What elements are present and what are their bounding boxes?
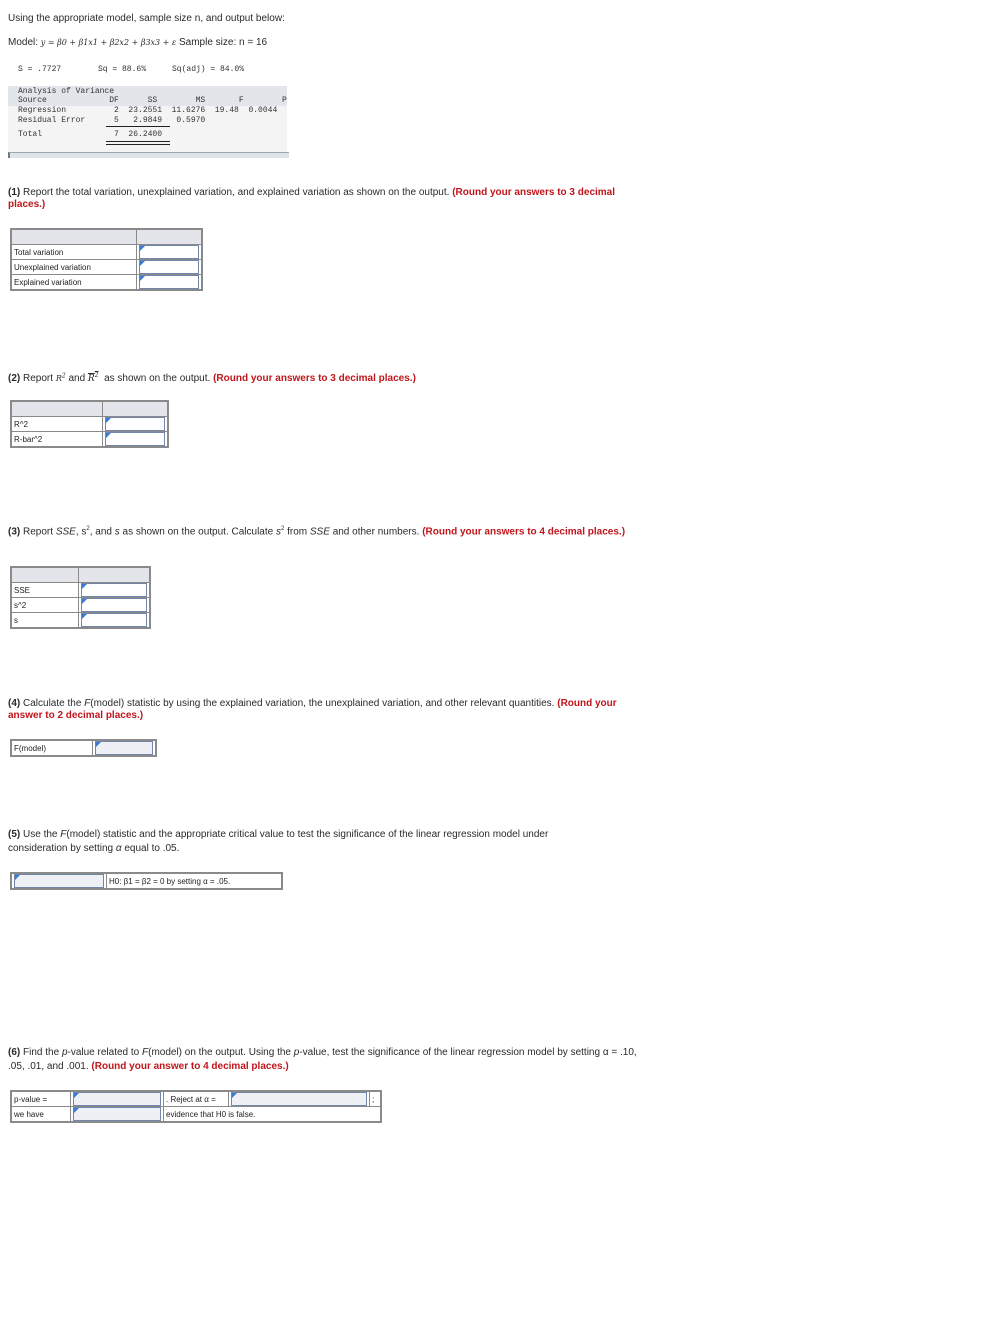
total-variation-input[interactable]	[139, 245, 199, 259]
s-squared-input[interactable]	[81, 598, 147, 612]
stat-rsq-adj: Sq(adj) = 84.0%	[172, 65, 245, 74]
row-label: R^2	[11, 417, 103, 432]
reject-alpha-select[interactable]	[231, 1092, 367, 1106]
sample-value: n = 16	[239, 37, 268, 48]
hypothesis-label: H0: β1 = β2 = 0 by setting α = .05.	[107, 873, 283, 889]
question-6: (6) Find the p-value related to F(model) on the output. Using the p-value, test the significance of the linear regression model by setting α = .10, .05, .01, and .001. (Round your answer to 4 decimal places.)	[8, 1047, 637, 1072]
sse-input[interactable]	[81, 583, 147, 597]
anova-regression-row: Regression 2 23.2551 11.6276 19.48 0.0044	[18, 106, 278, 115]
q6-table	[10, 1090, 382, 1123]
question-5: (5) Use the F(model) statistic and the appropriate critical value to test the significance of the linear regression model under consideration by setting α equal to .05.	[8, 829, 549, 854]
pvalue-label: p-value =	[11, 1091, 71, 1107]
table-row	[11, 740, 156, 756]
table-row	[11, 245, 202, 260]
table-row	[11, 1107, 381, 1123]
semicolon: ;	[370, 1091, 382, 1107]
q1-table	[10, 228, 203, 291]
row-label: Total variation	[11, 245, 137, 260]
question-4: (4) Calculate the F(model) statistic by using the explained variation, the unexplained variation, and other relevant quantities. (Round your answer to 2 decimal places.)	[8, 698, 617, 721]
question-2: (2) Report $R^2$ and $R^2$ as shown on the output. (Round your answers to 3 decimal places.)	[8, 372, 416, 384]
anova-total-row: Total 7 26.2400	[18, 130, 163, 139]
row-label: s	[11, 613, 79, 629]
table-row	[11, 583, 150, 598]
anova-residual-row: Residual Error 5 2.9849 0.5970	[18, 116, 206, 125]
anova-title: Analysis of Variance	[18, 87, 115, 96]
model-line	[8, 37, 267, 48]
table-row	[11, 417, 168, 432]
question-1: (1) Report the total variation, unexplained variation, and explained variation as shown on the output. (Round your answers to 3 decimal places.)	[8, 187, 616, 210]
stat-s: S = .7727	[18, 65, 62, 74]
row-label: F(model)	[11, 740, 93, 756]
table-row	[11, 873, 282, 889]
we-have-label: we have	[11, 1107, 71, 1123]
row-label: Explained variation	[11, 275, 137, 291]
sample-label: Sample size:	[179, 37, 237, 48]
table-row	[11, 432, 168, 448]
table-row	[11, 1091, 381, 1107]
reject-label: . Reject at α =	[164, 1091, 229, 1107]
row-label: Unexplained variation	[11, 260, 137, 275]
explained-variation-input[interactable]	[139, 275, 199, 289]
f-model-input[interactable]	[95, 741, 153, 755]
anova-header: Source DF SS MS F P	[18, 96, 287, 105]
model-label: Model:	[8, 37, 39, 48]
evidence-label: evidence that H0 is false.	[164, 1107, 382, 1123]
table-row	[11, 613, 150, 629]
q2-table	[10, 400, 169, 448]
table-row	[11, 598, 150, 613]
evidence-strength-select[interactable]	[73, 1107, 161, 1121]
table-row	[11, 275, 202, 291]
unexplained-variation-input[interactable]	[139, 260, 199, 274]
question-3: (3) Report SSE, $s^2$, and s as shown on the output. Calculate $s^2$ from SSE and other numbers. (Round your answers to 4 decimal places.)	[8, 526, 626, 538]
reject-decision-select[interactable]	[14, 874, 104, 888]
r-bar-squared-input[interactable]	[105, 432, 165, 446]
stat-rsq: Sq = 88.6%	[98, 65, 147, 74]
q4-table	[10, 739, 157, 757]
pvalue-input[interactable]	[73, 1092, 161, 1106]
row-label: s^2	[11, 598, 79, 613]
anova-output	[8, 86, 287, 158]
intro-text: Using the appropriate model, sample size n, and output below:	[8, 13, 285, 24]
q5-table	[10, 872, 283, 890]
row-label: R-bar^2	[11, 432, 103, 448]
model-equation: y = β0 + β1x1 + β2x2 + β3x3 + ε	[40, 38, 177, 47]
s-input[interactable]	[81, 613, 147, 627]
table-row	[11, 260, 202, 275]
r-squared-input[interactable]	[105, 417, 165, 431]
q3-table	[10, 566, 151, 629]
row-label: SSE	[11, 583, 79, 598]
